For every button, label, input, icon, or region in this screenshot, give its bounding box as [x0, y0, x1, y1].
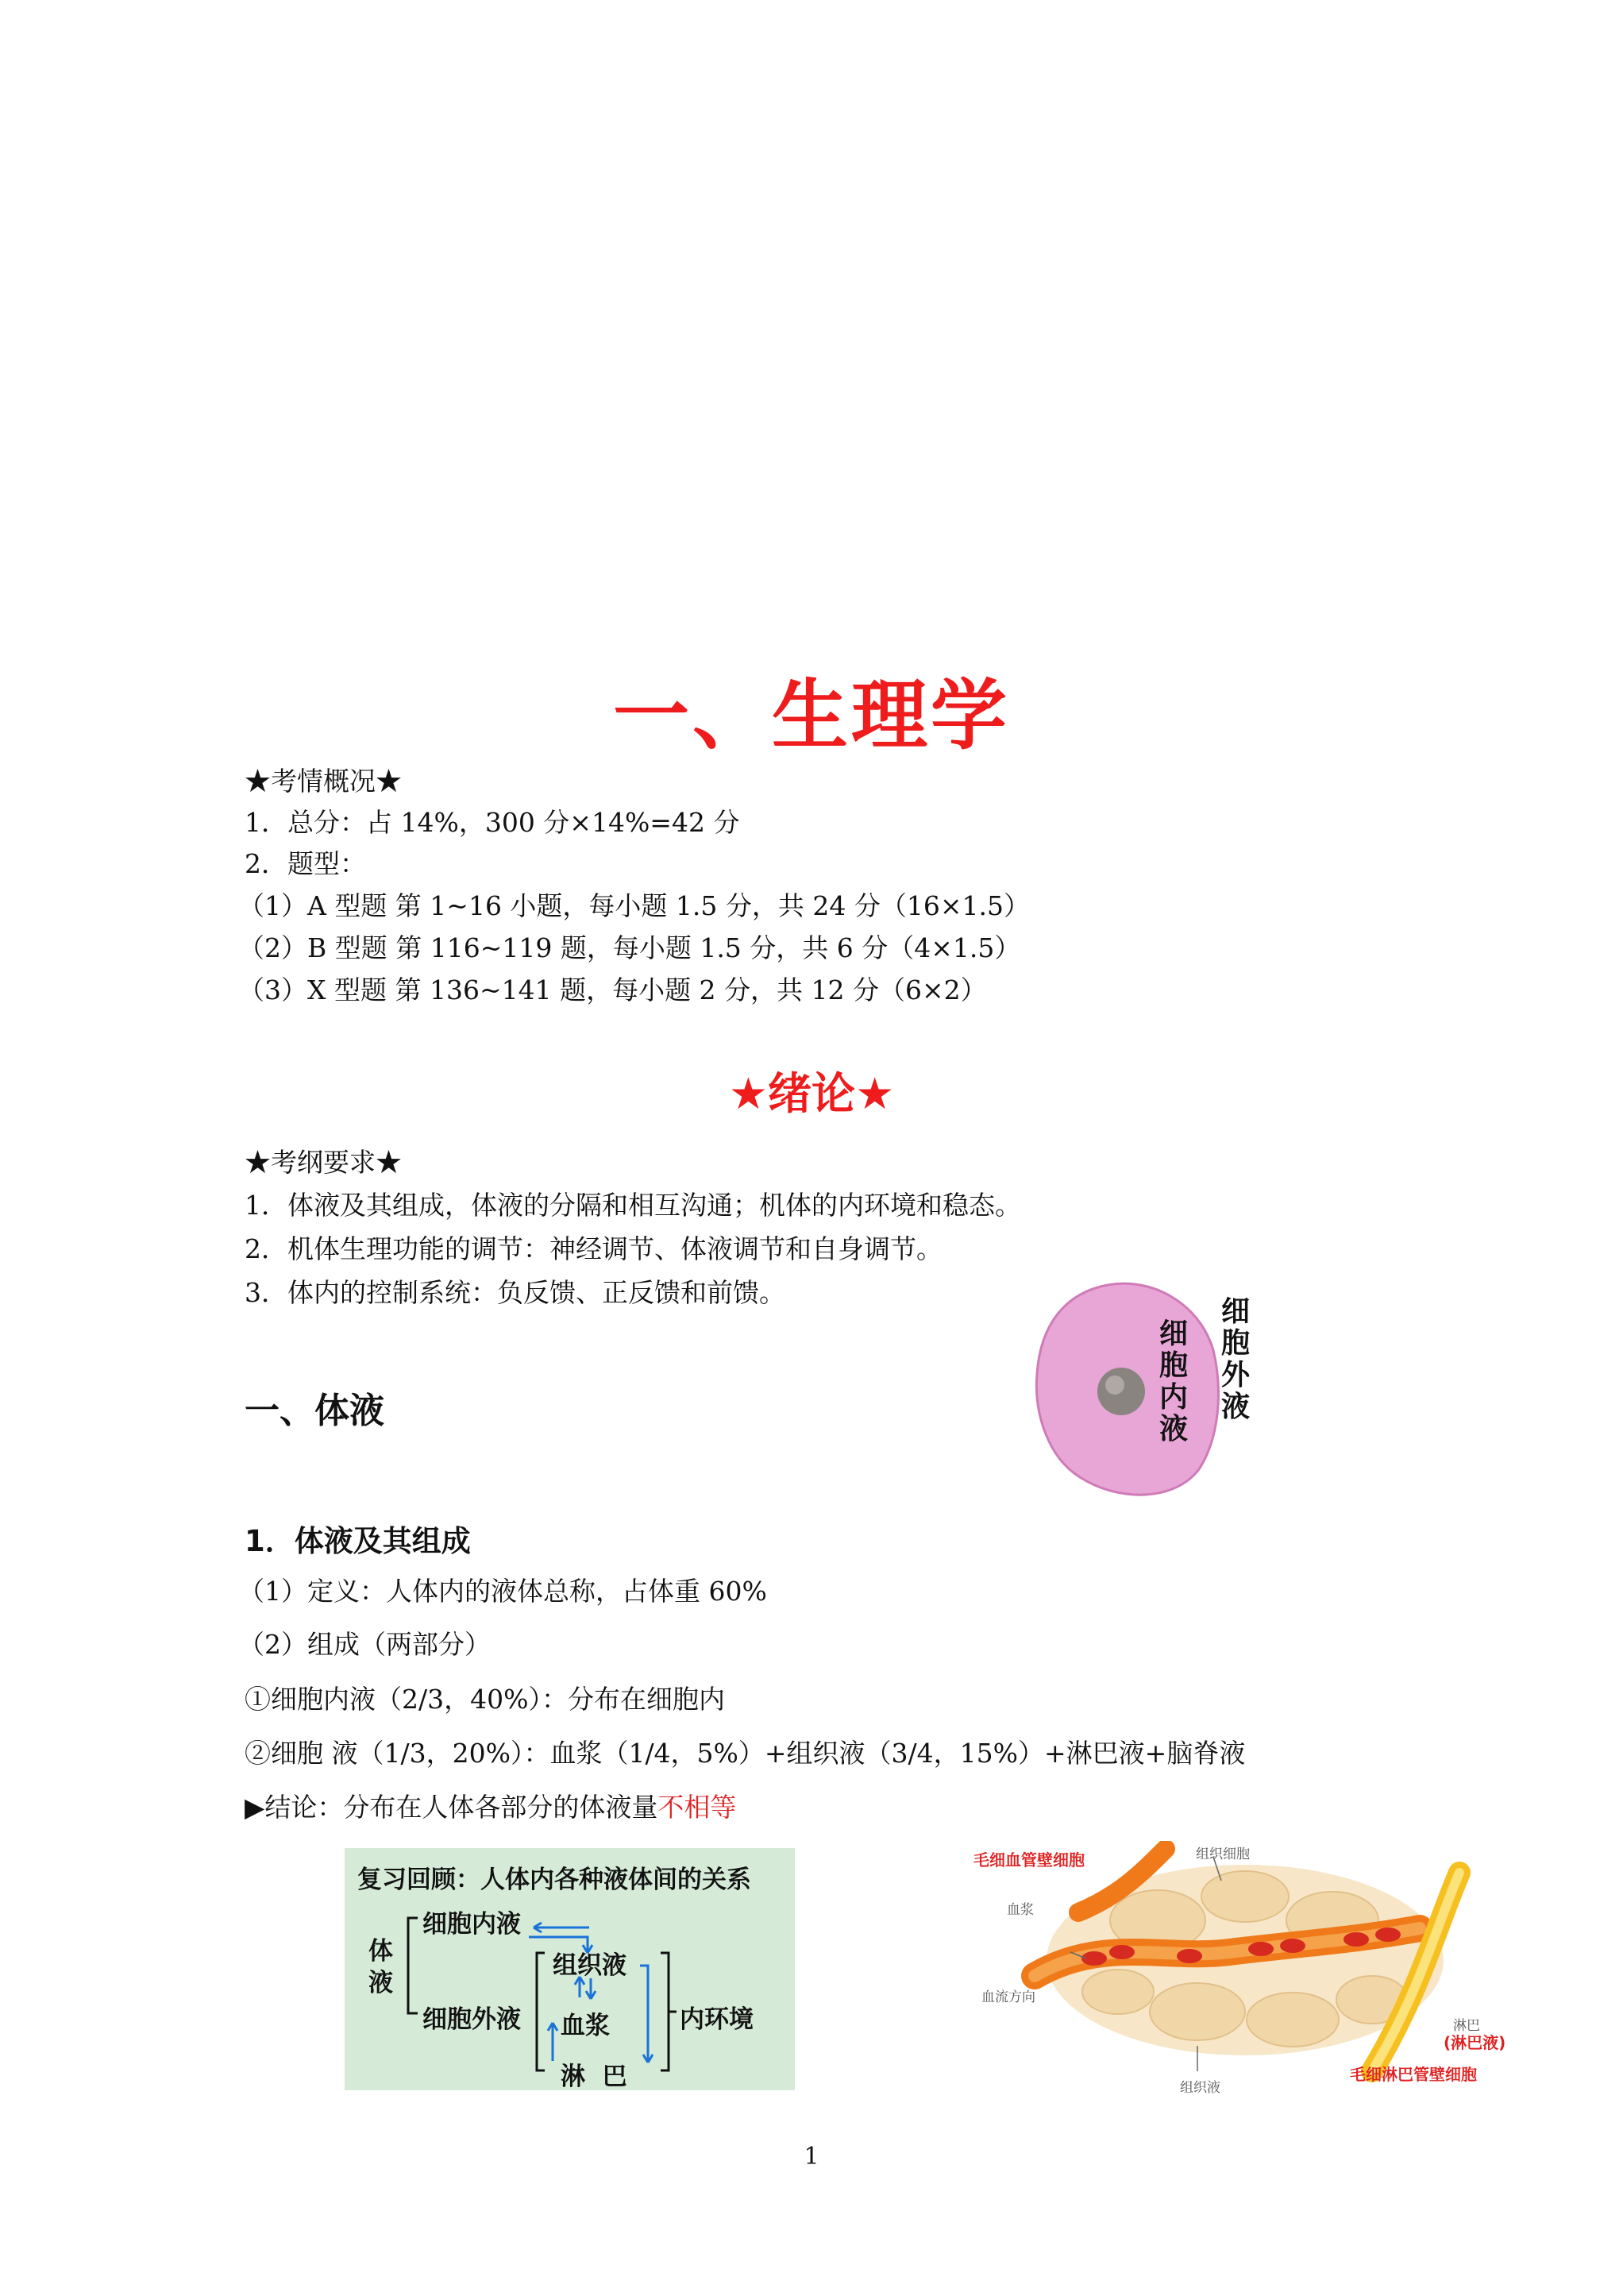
content-line: ②细胞 液（1/3，20%）：血浆（1/4，5%）+组织液（3/4，15%）+淋巴液+脑脊液: [245, 1738, 1246, 1769]
overview-heading: ★考情概况★: [245, 766, 402, 797]
lymph-capillary-cell-label: 毛细淋巴管壁细胞: [1350, 2065, 1477, 2084]
body-fluid-label: 体液: [368, 1937, 393, 1997]
overview-line: （3）X 型题 第 136~141 题，每小题 2 分，共 12 分（6×2）: [238, 974, 987, 1005]
internal-environment-node: 内环境: [680, 2005, 754, 2034]
overview-line: （2）B 型题 第 116~119 题，每小题 1.5 分，共 6 分（4×1.5）: [238, 932, 1021, 963]
plasma-label: 血浆: [1007, 1902, 1034, 1918]
conclusion-text: ▶结论：分布在人体各部分的体液量: [245, 1792, 658, 1823]
capillary-figure: [959, 1841, 1515, 2103]
lymph-node: 淋 巴: [561, 2063, 627, 2091]
overview-line: （1）A 型题 第 1~16 小题，每小题 1.5 分，共 24 分（16×1.5）: [238, 890, 1030, 921]
tissue-fluid-label: 组织液: [1180, 2080, 1220, 2096]
intracellular-node: 细胞内液: [422, 1910, 521, 1939]
page-title: 一、生理学: [613, 671, 1010, 760]
blood-capillary-cell-label: 毛细血管壁细胞: [973, 1850, 1085, 1870]
extracellular-label: 细胞外液: [1220, 1295, 1250, 1423]
conclusion-highlight: 不相等: [657, 1792, 737, 1823]
section-heading: 一、体液: [245, 1391, 384, 1431]
syllabus-line: 3．体内的控制系统：负反馈、正反馈和前馈。: [245, 1277, 785, 1308]
fluid-relation-figure: [345, 1848, 795, 2090]
syllabus-line: 2．机体生理功能的调节：神经调节、体液调节和自身调节。: [245, 1233, 943, 1264]
flow-direction-label: 血流方向: [981, 1989, 1035, 2005]
subsection-heading: 1．体液及其组成: [245, 1524, 471, 1558]
relation-figure-title: 复习回顾：人体内各种液体间的关系: [357, 1866, 751, 1894]
content-line: ①细胞内液（2/3，40%）：分布在细胞内: [245, 1684, 725, 1715]
page-number: 1: [804, 2143, 819, 2171]
content-line: （2）组成（两部分）: [238, 1629, 491, 1660]
extracellular-node: 细胞外液: [422, 2005, 521, 2034]
content-line: （1）定义：人体内的液体总称，占体重 60%: [238, 1576, 767, 1607]
syllabus-line: 1．体液及其组成，体液的分隔和相互沟通；机体的内环境和稳态。: [245, 1190, 1021, 1221]
plasma-node: 血浆: [561, 2012, 610, 2040]
tissue-cell-label: 组织细胞: [1196, 1846, 1250, 1862]
lymph-label: 淋巴: [1453, 2018, 1480, 2034]
conclusion-line: [245, 1787, 736, 1824]
section-subtitle: ★绪论★: [728, 1068, 895, 1119]
tissue-fluid-node: 组织液: [553, 1951, 626, 1980]
overview-line: 2．题型：: [245, 848, 366, 879]
lymph-fluid-label: (淋巴液): [1444, 2033, 1506, 2052]
intracellular-label: 细胞内液: [1158, 1318, 1188, 1445]
overview-line: 1．总分：占 14%，300 分×14%=42 分: [245, 807, 740, 838]
cell-figure: [1032, 1279, 1286, 1501]
syllabus-heading: ★考纲要求★: [245, 1147, 402, 1178]
